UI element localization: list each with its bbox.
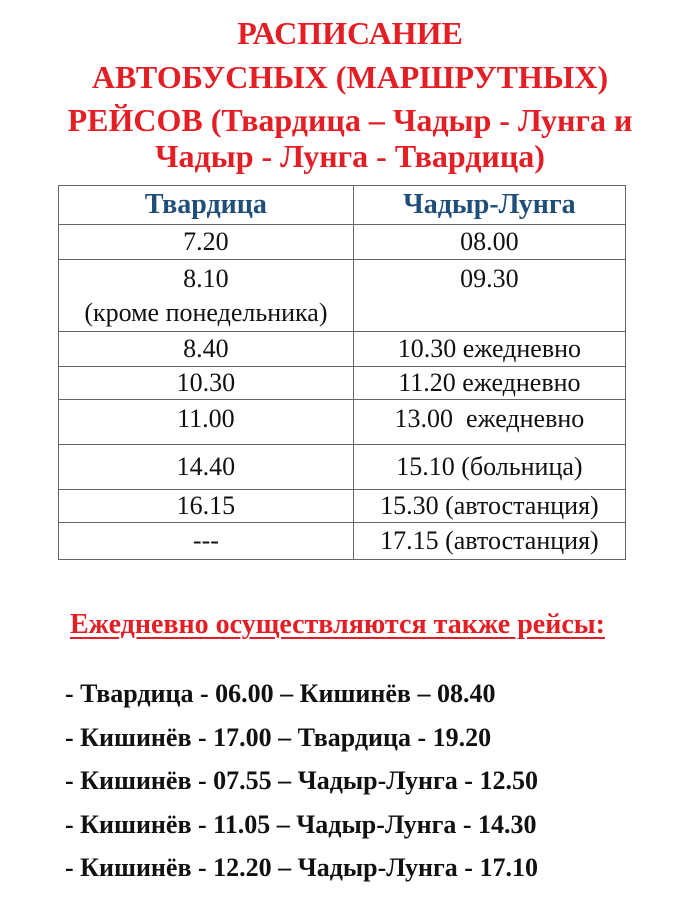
arrival-time-cell: 15.30 (автостанция) <box>353 490 625 523</box>
route-item: - Кишинёв - 12.20 – Чадыр-Лунга - 17.10 <box>65 853 538 882</box>
header-cell-tvarditsa: Твардица <box>59 186 354 225</box>
departure-time-cell: 10.30 <box>59 367 354 400</box>
departure-time-cell: 8.40 <box>59 332 354 367</box>
header-cell-chadyr-lunga: Чадыр-Лунга <box>353 186 625 225</box>
table-row <box>59 445 626 490</box>
table-row <box>59 490 626 523</box>
departure-time: 8.10 <box>183 264 229 293</box>
table-row <box>59 367 626 400</box>
table-row <box>59 332 626 367</box>
document-title-line-1: РАСПИСАНИЕ <box>237 15 463 51</box>
table-row <box>59 225 626 260</box>
schedule-table <box>58 185 626 560</box>
document-title-line-3: РЕЙСОВ (Твардица – Чадыр - Лунга и Чадыр - Лунга - Твардица) <box>67 102 633 174</box>
departure-time-cell: 16.15 <box>59 490 354 523</box>
departure-time-cell <box>59 260 354 332</box>
route-item: - Твардица - 06.00 – Кишинёв – 08.40 <box>65 679 496 708</box>
route-item: - Кишинёв - 07.55 – Чадыр-Лунга - 12.50 <box>65 766 538 795</box>
departure-time-cell: 11.00 <box>59 400 354 445</box>
arrival-time-cell: 08.00 <box>353 225 625 260</box>
arrival-time-cell: 15.10 (больница) <box>353 445 625 490</box>
route-item: - Кишинёв - 17.00 – Твардица - 19.20 <box>65 722 492 752</box>
arrival-time-cell: 13.00 ежедневно <box>353 400 625 445</box>
daily-routes-subheading: Ежедневно осуществляются также рейсы: <box>70 609 605 640</box>
arrival-time-cell: 10.30 ежедневно <box>353 332 625 367</box>
departure-time-cell: 14.40 <box>59 445 354 490</box>
table-row <box>59 260 626 332</box>
extra-routes-list <box>65 672 700 890</box>
departure-note: (кроме понедельника) <box>84 298 328 327</box>
document-title-line-2: АВТОБУСНЫХ (МАРШРУТНЫХ) <box>91 59 609 95</box>
table-row <box>59 523 626 560</box>
departure-time-cell: 7.20 <box>59 225 354 260</box>
arrival-time-cell: 09.30 <box>353 260 625 332</box>
arrival-time-cell: 11.20 ежедневно <box>353 367 625 400</box>
departure-time-cell: --- <box>59 523 354 560</box>
table-row <box>59 400 626 445</box>
route-item: - Кишинёв - 11.05 – Чадыр-Лунга - 14.30 <box>65 809 537 839</box>
table-header-row <box>59 186 626 225</box>
arrival-time-cell: 17.15 (автостанция) <box>353 523 625 560</box>
